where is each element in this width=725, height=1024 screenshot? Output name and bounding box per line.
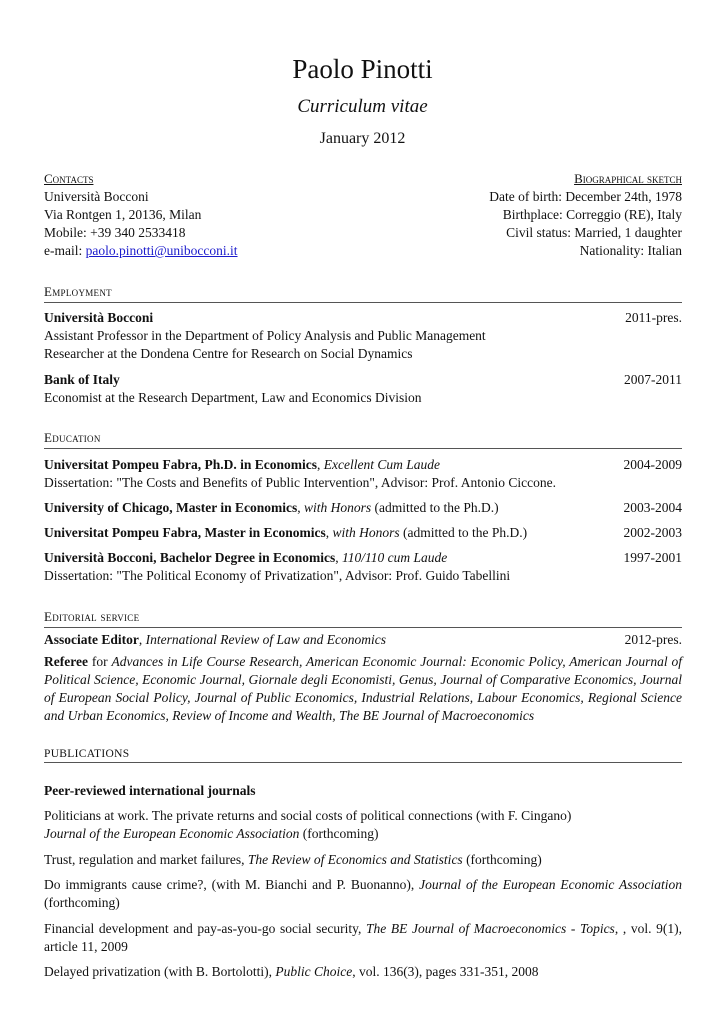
publication-journal: Public Choice bbox=[275, 964, 353, 979]
publication-status: (forthcoming) bbox=[462, 852, 542, 867]
publication-status: (forthcoming) bbox=[299, 826, 379, 841]
bio-line: Nationality: Italian bbox=[579, 243, 682, 258]
bio-heading: Biographical sketch bbox=[574, 171, 682, 186]
referee-for: for bbox=[87, 654, 112, 669]
publication-title: Delayed privatization (with B. Bortolotti), bbox=[44, 964, 276, 979]
editor-journal: International Review of Law and Economics bbox=[145, 632, 386, 647]
employment-line: Assistant Professor in the Department of Policy Analysis and Public Management bbox=[44, 328, 486, 343]
education-entry: University of Chicago, Master in Economics, with Honors (admitted to the Ph.D.) 2003-2004 bbox=[44, 500, 682, 515]
publication-item bbox=[44, 807, 682, 843]
degree-honor: 110/110 cum Laude bbox=[341, 550, 448, 565]
degree: Universitat Pompeu Fabra, Ph.D. in Economics bbox=[44, 457, 317, 472]
referee-entry bbox=[44, 653, 682, 725]
bio-line: Civil status: Married, 1 daughter bbox=[506, 225, 682, 240]
contacts-block bbox=[44, 170, 238, 260]
publication-status: , , vol. 9(1), article 11, 2009 bbox=[44, 921, 682, 954]
education-years: 2004-2009 bbox=[623, 457, 682, 472]
publication-journal: Journal of the European Economic Association bbox=[419, 877, 682, 892]
employment-line: Researcher at the Dondena Centre for Research on Social Dynamics bbox=[44, 346, 413, 361]
bio-block bbox=[489, 170, 682, 260]
publication-title: Financial development and pay-as-you-go social security, bbox=[44, 921, 366, 936]
referee-journals: Advances in Life Course Research, American Economic Journal: Economic Policy, American Journal of Political Science, Economic Journal, Giornale degli Economisti, Genus, Journal of Comparative Economics, Journal of European Social Policy, Journal of Public Economics, Industrial Relations, Labour Economics, Regional Science and Urban Economics, Review of Income and Wealth, The BE Journal of Macroeconomics bbox=[44, 654, 682, 723]
section-heading-publications: PUBLICATIONS bbox=[44, 748, 682, 763]
publication-title: Politicians at work. The private returns and social costs of political connections (with F. Cingano) bbox=[44, 808, 572, 823]
email-label: e-mail: bbox=[44, 243, 86, 258]
degree-honor: with Honors bbox=[303, 500, 372, 515]
degree-extra: (admitted to the Ph.D.) bbox=[399, 525, 528, 540]
bio-line: Birthplace: Correggio (RE), Italy bbox=[502, 207, 682, 222]
education-years: 1997-2001 bbox=[623, 550, 682, 565]
publication-item bbox=[44, 920, 682, 956]
education-years: 2003-2004 bbox=[623, 500, 682, 515]
publication-item bbox=[44, 851, 682, 869]
education-entry: Universitat Pompeu Fabra, Ph.D. in Economics, Excellent Cum Laude 2004-2009 Dissertation: "The Costs and Benefits of Public Intervention", Advisor: Prof. Antonio Ciccone. bbox=[44, 457, 682, 490]
page-title: Paolo Pinotti bbox=[292, 54, 433, 84]
editor-role: Associate Editor bbox=[44, 632, 139, 647]
dissertation-note: Dissertation: "The Political Economy of Privatization", Advisor: Prof. Guido Tabellini bbox=[44, 568, 511, 583]
employer-name: Bank of Italy bbox=[44, 372, 120, 387]
email-line bbox=[44, 242, 238, 260]
degree: University of Chicago, Master in Economics bbox=[44, 500, 298, 515]
publication-item bbox=[44, 876, 682, 912]
section-heading-employment: Employment bbox=[44, 284, 682, 303]
degree: Universitat Pompeu Fabra, Master in Economics bbox=[44, 525, 326, 540]
employment-years: 2011-pres. bbox=[625, 310, 682, 325]
publication-status: (forthcoming) bbox=[44, 895, 120, 910]
email-link[interactable]: paolo.pinotti@unibocconi.it bbox=[85, 243, 238, 258]
publication-journal: The Review of Economics and Statistics bbox=[247, 852, 463, 867]
document-date: January 2012 bbox=[319, 130, 406, 147]
education-years: 2002-2003 bbox=[623, 525, 682, 540]
education-entry: Università Bocconi, Bachelor Degree in Economics, 110/110 cum Laude 1997-2001 Dissertation: "The Political Economy of Privatization", Advisor: Prof. Guido Tabellini bbox=[44, 550, 682, 583]
publication-status: , vol. 136(3), pages 331-351, 2008 bbox=[352, 964, 539, 979]
degree: Università Bocconi, Bachelor Degree in Economics bbox=[44, 550, 336, 565]
publication-item bbox=[44, 963, 682, 981]
degree-honor: with Honors bbox=[332, 525, 400, 540]
publication-journal: The BE Journal of Macroeconomics - Topics bbox=[366, 921, 615, 936]
section-heading-editorial: Editorial service bbox=[44, 609, 682, 628]
document-subtitle: Curriculum vitae bbox=[297, 96, 428, 117]
referee-label: Referee bbox=[44, 654, 88, 669]
contact-line: Mobile: +39 340 2533418 bbox=[44, 225, 186, 240]
employment-line: Economist at the Research Department, Law and Economics Division bbox=[44, 390, 422, 405]
publication-journal: Journal of the European Economic Association bbox=[44, 826, 300, 841]
degree-honor: Excellent Cum Laude bbox=[323, 457, 440, 472]
employment-entry bbox=[44, 371, 682, 407]
editor-years: 2012-pres. bbox=[624, 632, 682, 647]
contact-line: Università Bocconi bbox=[44, 189, 149, 204]
section-heading-education: Education bbox=[44, 430, 682, 449]
publications-subheading: Peer-reviewed international journals bbox=[44, 783, 256, 798]
contacts-heading: Contacts bbox=[44, 171, 94, 186]
contact-line: Via Rontgen 1, 20136, Milan bbox=[44, 207, 202, 222]
editor-entry: Associate Editor, International Review of Law and Economics 2012-pres. bbox=[44, 632, 682, 647]
employment-years: 2007-2011 bbox=[624, 372, 682, 387]
degree-extra: (admitted to the Ph.D.) bbox=[371, 500, 499, 515]
employment-entry bbox=[44, 309, 682, 363]
bio-line: Date of birth: December 24th, 1978 bbox=[489, 189, 682, 204]
dissertation-note: Dissertation: "The Costs and Benefits of Public Intervention", Advisor: Prof. Antonio Ciccone. bbox=[44, 475, 556, 490]
employer-name: Università Bocconi bbox=[44, 310, 154, 325]
publication-title: Trust, regulation and market failures, bbox=[44, 852, 248, 867]
publication-title: Do immigrants cause crime?, (with M. Bianchi and P. Buonanno), bbox=[44, 877, 420, 892]
education-entry: Universitat Pompeu Fabra, Master in Economics, with Honors (admitted to the Ph.D.) 2002-2003 bbox=[44, 525, 682, 540]
